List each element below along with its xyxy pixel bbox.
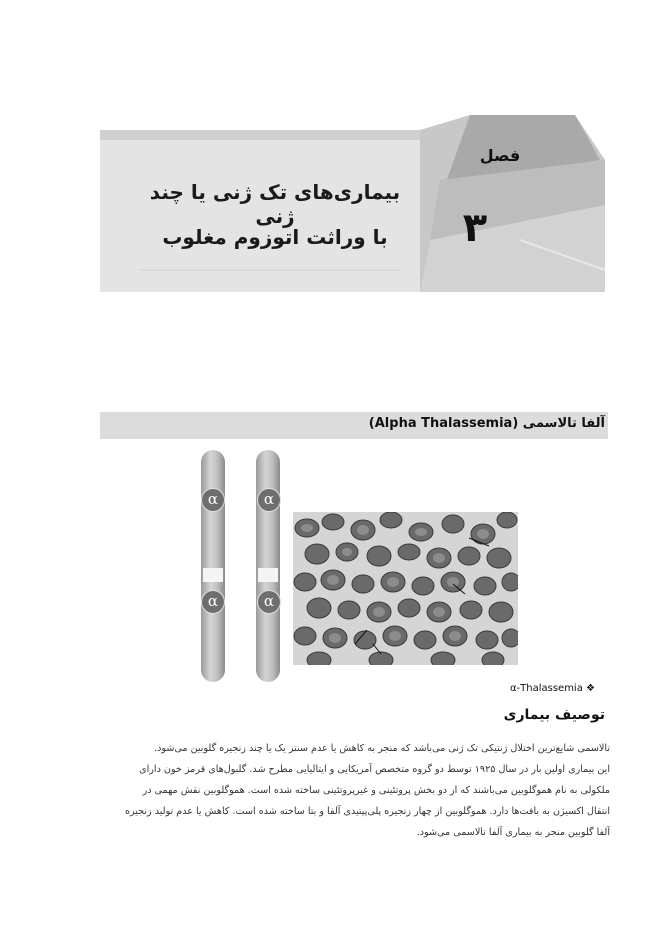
- body-line: ملکولی به نام هموگلوبین می‌باشند که از دو بخش پروتئینی و غیرپروتئینی ساخته شده است. هموگلوبین نقش مهمی در: [142, 785, 610, 796]
- body-line: آلفا گلوبین منجر به بیماری آلفا تالاسمی می‌شود.: [416, 827, 610, 838]
- chromosome-right: [256, 450, 280, 682]
- figure-caption: [470, 683, 595, 694]
- body-line: انتقال اکسیژن به بافت‌ها دارد. هموگلوبین از چهار زنجیره پلی‌پپتیدی آلفا و بتا ساخته شده است. کاهش یا عدم تولید زنجیره: [124, 806, 610, 817]
- alpha-label: α: [257, 590, 281, 614]
- chapter-number: ۳: [462, 205, 488, 251]
- body-paragraph: [100, 738, 610, 843]
- subsection-heading: توصیف بیماری: [503, 707, 605, 723]
- bullet-icon: ❖: [586, 683, 595, 694]
- chromosome-left: [201, 450, 225, 682]
- chapter-title-line2: با وراثت اتوزوم مغلوب: [162, 225, 388, 249]
- chapter-banner: [0, 0, 661, 310]
- chapter-title-line1: بیماری‌های تک ژنی یا چند ژنی: [149, 180, 401, 228]
- body-line: تالاسمی شایع‌ترین اختلال ژنتیکی تک ژنی می‌باشد که منجر به کاهش یا عدم سنتز یک یا چند زنجیره گلوبین می‌شود.: [154, 743, 610, 754]
- alpha-label: α: [257, 488, 281, 512]
- alpha-label: α: [201, 590, 225, 614]
- caption-text: α-Thalassemia: [509, 683, 583, 694]
- alpha-label: α: [201, 488, 225, 512]
- blood-smear-image: [293, 512, 518, 665]
- chapter-label: فصل: [479, 146, 521, 165]
- section-title: آلفا تالاسمی (Alpha Thalassemia): [368, 416, 605, 431]
- body-line: این بیماری اولین بار در سال ۱۹۲۵ توسط دو گروه متخصص آمریکایی و ایتالیایی مطرح شد. گلبول‌های قرمز خون دارای: [139, 764, 610, 775]
